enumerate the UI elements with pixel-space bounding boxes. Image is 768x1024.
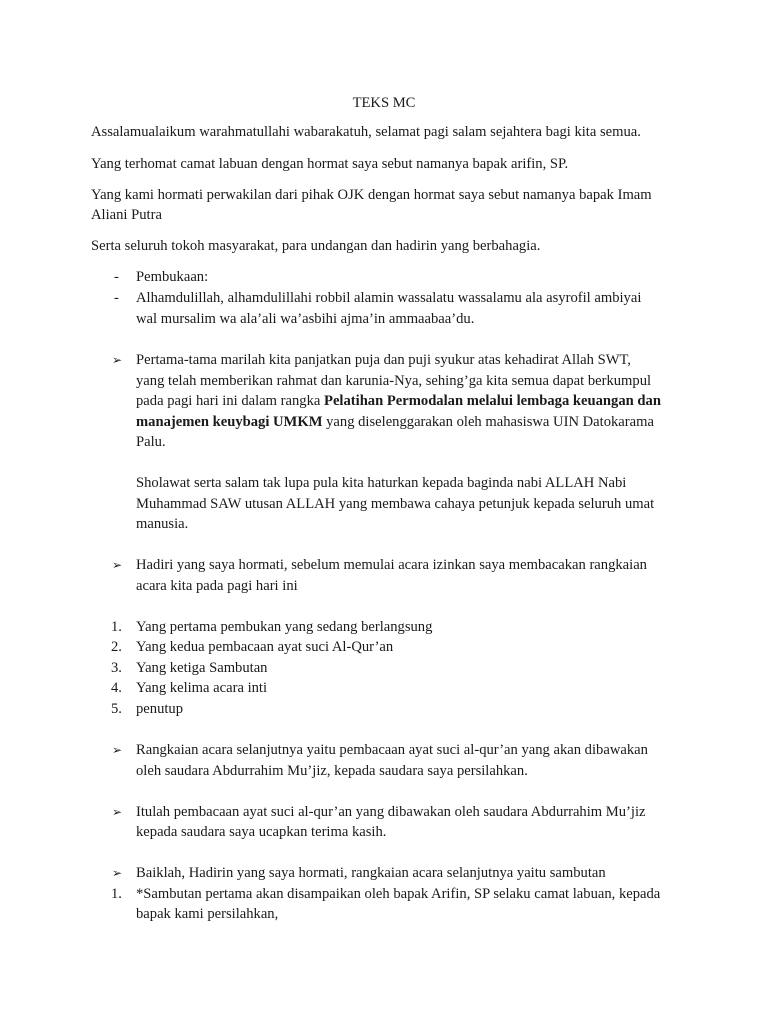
- list-item: Pembukaan:: [136, 269, 209, 285]
- greeting-paragraph: Assalamualaikum warahmatullahi wabarakatuh, selamat pagi salam sejahtera bagi kita semua.: [91, 124, 641, 140]
- dash-marker: -: [114, 269, 119, 285]
- honorific-paragraph-ojk-line1: Yang kami hormati perwakilan dari pihak OJK dengan hormat saya sebut namanya bapak Imam: [91, 187, 652, 203]
- list-number: 4.: [111, 680, 122, 696]
- honorific-paragraph-ojk-line2: Aliani Putra: [91, 207, 162, 223]
- list-item: Yang kedua pembacaan ayat suci Al-Qur’an: [136, 639, 394, 655]
- list-item: Alhamdulillah, alhamdulillahi robbil alamin wassalatu wassalamu ala asyrofil ambiyai: [136, 290, 642, 306]
- list-item-continuation: bapak kami persilahkan,: [136, 906, 279, 922]
- list-item-continuation: wal mursalim wa ala’ali wa’asbihi ajma’in ammaabaa’du.: [136, 311, 475, 327]
- dash-marker: -: [114, 290, 119, 306]
- text-line: Pertama-tama marilah kita panjatkan puja dan puji syukur atas kehadirat Allah SWT,: [136, 352, 631, 368]
- arrow-bullet-icon: ➢: [112, 743, 123, 757]
- text-line: Itulah pembacaan ayat suci al-qur’an yang dibawakan oleh saudara Abdurrahim Mu’jiz: [136, 804, 646, 820]
- text-line: acara kita pada pagi hari ini: [136, 578, 298, 594]
- arrow-bullet-icon: ➢: [112, 866, 123, 880]
- list-item: Yang kelima acara inti: [136, 680, 268, 696]
- list-number: 5.: [111, 701, 122, 717]
- list-item: penutup: [136, 701, 184, 717]
- audience-paragraph: Serta seluruh tokoh masyarakat, para undangan dan hadirin yang berbahagia.: [91, 238, 541, 254]
- list-item: Yang pertama pembukan yang sedang berlangsung: [136, 619, 433, 635]
- text-line: Rangkaian acara selanjutnya yaitu pembacaan ayat suci al-qur’an yang akan dibawakan: [136, 742, 648, 758]
- honorific-paragraph-camat: Yang terhomat camat labuan dengan hormat saya sebut namanya bapak arifin, SP.: [91, 156, 569, 172]
- list-item: Yang ketiga Sambutan: [136, 660, 268, 676]
- text-run: yang diselenggarakan oleh mahasiswa UIN Datokarama: [322, 414, 654, 430]
- text-line: Muhammad SAW utusan ALLAH yang membawa cahaya petunjuk kepada seluruh umat: [136, 496, 655, 512]
- text-line: yang telah memberikan rahmat dan karunia-Nya, sehing’ga kita semua dapat berkumpul: [136, 373, 652, 389]
- bold-event-title: Pelatihan Permodalan melalui lembaga keuangan dan: [324, 393, 661, 409]
- list-number: 3.: [111, 660, 122, 676]
- text-line: Palu.: [136, 434, 166, 450]
- list-number: 1.: [111, 619, 122, 635]
- text-line: kepada saudara saya ucapkan terima kasih.: [136, 824, 387, 840]
- text-line: Hadiri yang saya hormati, sebelum memulai acara izinkan saya membacakan rangkaian: [136, 557, 647, 573]
- text-line: Sholawat serta salam tak lupa pula kita haturkan kepada baginda nabi ALLAH Nabi: [136, 475, 627, 491]
- text-line: Baiklah, Hadirin yang saya hormati, rangkaian acara selanjutnya yaitu sambutan: [136, 865, 606, 881]
- arrow-bullet-icon: ➢: [112, 353, 123, 367]
- bold-event-title: manajemen keuybagi UMKM: [136, 414, 323, 430]
- text-line: [136, 412, 654, 432]
- text-line: oleh saudara Abdurrahim Mu’jiz, kepada saudara saya persilahkan.: [136, 763, 528, 779]
- arrow-bullet-icon: ➢: [112, 558, 123, 572]
- text-run: pada pagi hari ini dalam rangka: [136, 393, 325, 409]
- arrow-bullet-icon: ➢: [112, 805, 123, 819]
- text-line: [136, 391, 661, 411]
- document-title: TEKS MC: [352, 95, 416, 111]
- list-number: 1.: [111, 886, 122, 902]
- text-line: manusia.: [136, 516, 189, 532]
- list-item: *Sambutan pertama akan disampaikan oleh bapak Arifin, SP selaku camat labuan, kepada: [136, 886, 661, 902]
- list-number: 2.: [111, 639, 122, 655]
